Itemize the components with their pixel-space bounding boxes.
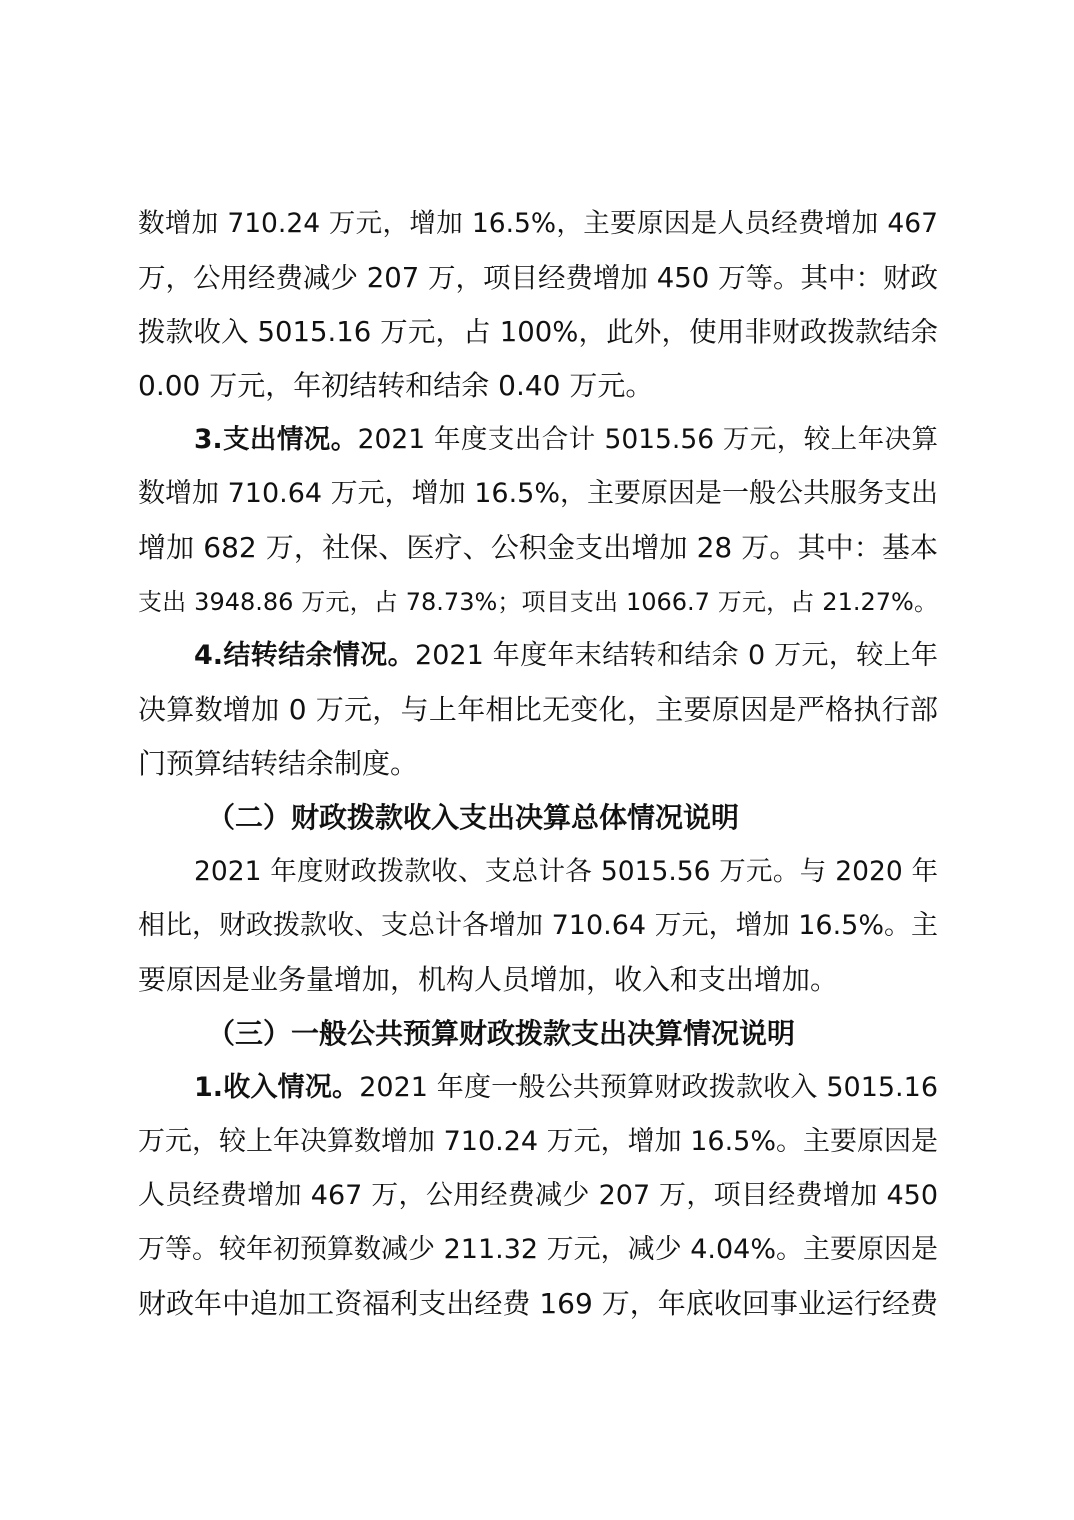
heading-text: （三）一般公共预算财政拨款支出决算情况说明 [207,1017,796,1050]
line-text: 支出 3948.86 万元，占 78.73%；项目支出 1066.7 万元，占 21.27%。 [138,588,938,616]
paragraph-line [138,578,938,626]
heading-text: （二）财政拨款收入支出决算总体情况说明 [207,801,740,834]
paragraph-line [138,1118,938,1166]
line-text: 数增加 710.24 万元，增加 16.5%，主要原因是人员经费增加 467 [138,208,938,239]
paragraph-line [138,200,938,248]
paragraph-line [138,308,938,356]
paragraph-line [138,1172,938,1220]
line-text: 0.00 万元，年初结转和结余 0.40 万元。 [138,369,654,402]
section-heading-carryover: 4.结转结余情况。 [194,640,416,671]
line-text: 财政年中追加工资福利支出经费 169 万，年底收回事业运行经费 [138,1287,938,1320]
line-text: 2021 年度年末结转和结余 0 万元，较上年 [415,640,938,671]
line-text: 增加 682 万，社保、医疗、公积金支出增加 28 万。其中：基本 [138,531,938,564]
paragraph-line [138,686,938,734]
line-text: 2021 年度财政拨款收、支总计各 5015.56 万元。与 2020 年 [194,856,938,887]
line-text: 拨款收入 5015.16 万元，占 100%，此外，使用非财政拨款结余 [138,316,938,348]
line-text: 数增加 710.64 万元，增加 16.5%，主要原因是一般公共服务支出 [138,478,938,509]
line-text: 2021 年度支出合计 5015.56 万元，较上年决算 [357,424,938,455]
line-text: 万元，较上年决算数增加 710.24 万元，增加 16.5%。主要原因是 [138,1126,938,1157]
line-text: 2021 年度一般公共预算财政拨款收入 5015.16 [359,1072,938,1103]
paragraph-line [138,740,938,788]
section-heading-expenditure: 3.支出情况。 [194,424,358,455]
subsection-heading-fiscal-appropriation [207,794,938,842]
line-text: 人员经费增加 467 万，公用经费减少 207 万，项目经费增加 450 [138,1180,938,1211]
paragraph-line [138,362,938,410]
paragraph-line [138,1280,938,1328]
paragraph-line [194,848,938,896]
paragraph-line [138,470,938,518]
line-text: 万，公用经费减少 207 万，项目经费增加 450 万等。其中：财政 [138,262,938,294]
section-heading-income: 1.收入情况。 [194,1072,360,1103]
paragraph-line [138,956,938,1004]
paragraph-line [138,254,938,302]
line-text: 要原因是业务量增加，机构人员增加，收入和支出增加。 [138,963,839,996]
subsection-heading-general-budget [207,1010,938,1058]
paragraph-line [138,902,938,950]
section-3-first-line [194,416,938,464]
paragraph-line [138,524,938,572]
line-text: 相比，财政拨款收、支总计各增加 710.64 万元，增加 16.5%。主 [138,910,938,941]
section-1-first-line [194,1064,938,1112]
line-text: 门预算结转结余制度。 [138,747,419,780]
line-text: 万等。较年初预算数减少 211.32 万元，减少 4.04%。主要原因是 [138,1234,938,1265]
line-text: 决算数增加 0 万元，与上年相比无变化，主要原因是严格执行部 [138,693,938,726]
paragraph-line [138,1226,938,1274]
section-4-first-line [194,632,938,680]
